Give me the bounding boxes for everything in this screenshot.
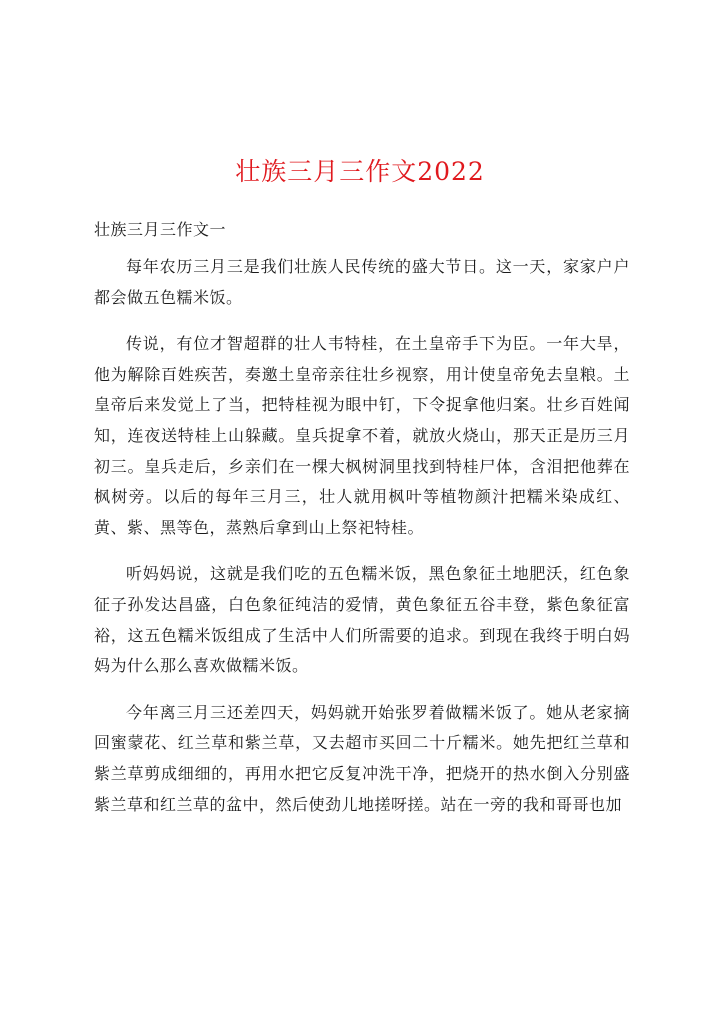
- paragraph-4: 今年离三月三还差四天，妈妈就开始张罗着做糯米饭了。她从老家摘回蜜蒙花、红兰草和紫兰草，又去超市买回二十斤糯米。她先把红兰草和紫兰草剪成细细的，再用水把它反复冲洗干净，把烧开的热水倒入分别盛紫兰草和红兰草的盆中，然后使劲儿地搓呀搓。站在一旁的我和哥哥也加: [94, 702, 630, 814]
- document-title: 壮族三月三作文2022: [235, 157, 485, 186]
- paragraph-1: 每年农历三月三是我们壮族人民传统的盛大节日。这一天，家家户户都会做五色糯米饭。: [94, 257, 630, 307]
- section-heading: 壮族三月三作文一: [94, 220, 227, 239]
- paragraph-3: 听妈妈说，这就是我们吃的五色糯米饭，黑色象征土地肥沃，红色象征子孙发达昌盛，白色象征纯洁的爱情，黄色象征五谷丰登，紫色象征富裕，这五色糯米饭组成了生活中人们所需要的追求。到现在我终于明白妈妈为什么那么喜欢做糯米饭。: [94, 564, 630, 676]
- paragraph-2: 传说，有位才智超群的壮人韦特桂，在土皇帝手下为臣。一年大旱，他为解除百姓疾苦，奏邀土皇帝亲往壮乡视察，用计使皇帝免去皇粮。土皇帝后来发觉上了当，把特桂视为眼中钉，下令捉拿他归案。壮乡百姓闻知，连夜送特桂上山躲藏。皇兵捉拿不着，就放火烧山，那天正是历三月初三。皇兵走后，乡亲们在一棵大枫树洞里找到特桂尸体，含泪把他葬在枫树旁。以后的每年三月三，壮人就用枫叶等植物颜汁把糯米染成红、黄、紫、黑等色，蒸熟后拿到山上祭祀特桂。: [94, 334, 630, 537]
- article-body: [94, 252, 630, 836]
